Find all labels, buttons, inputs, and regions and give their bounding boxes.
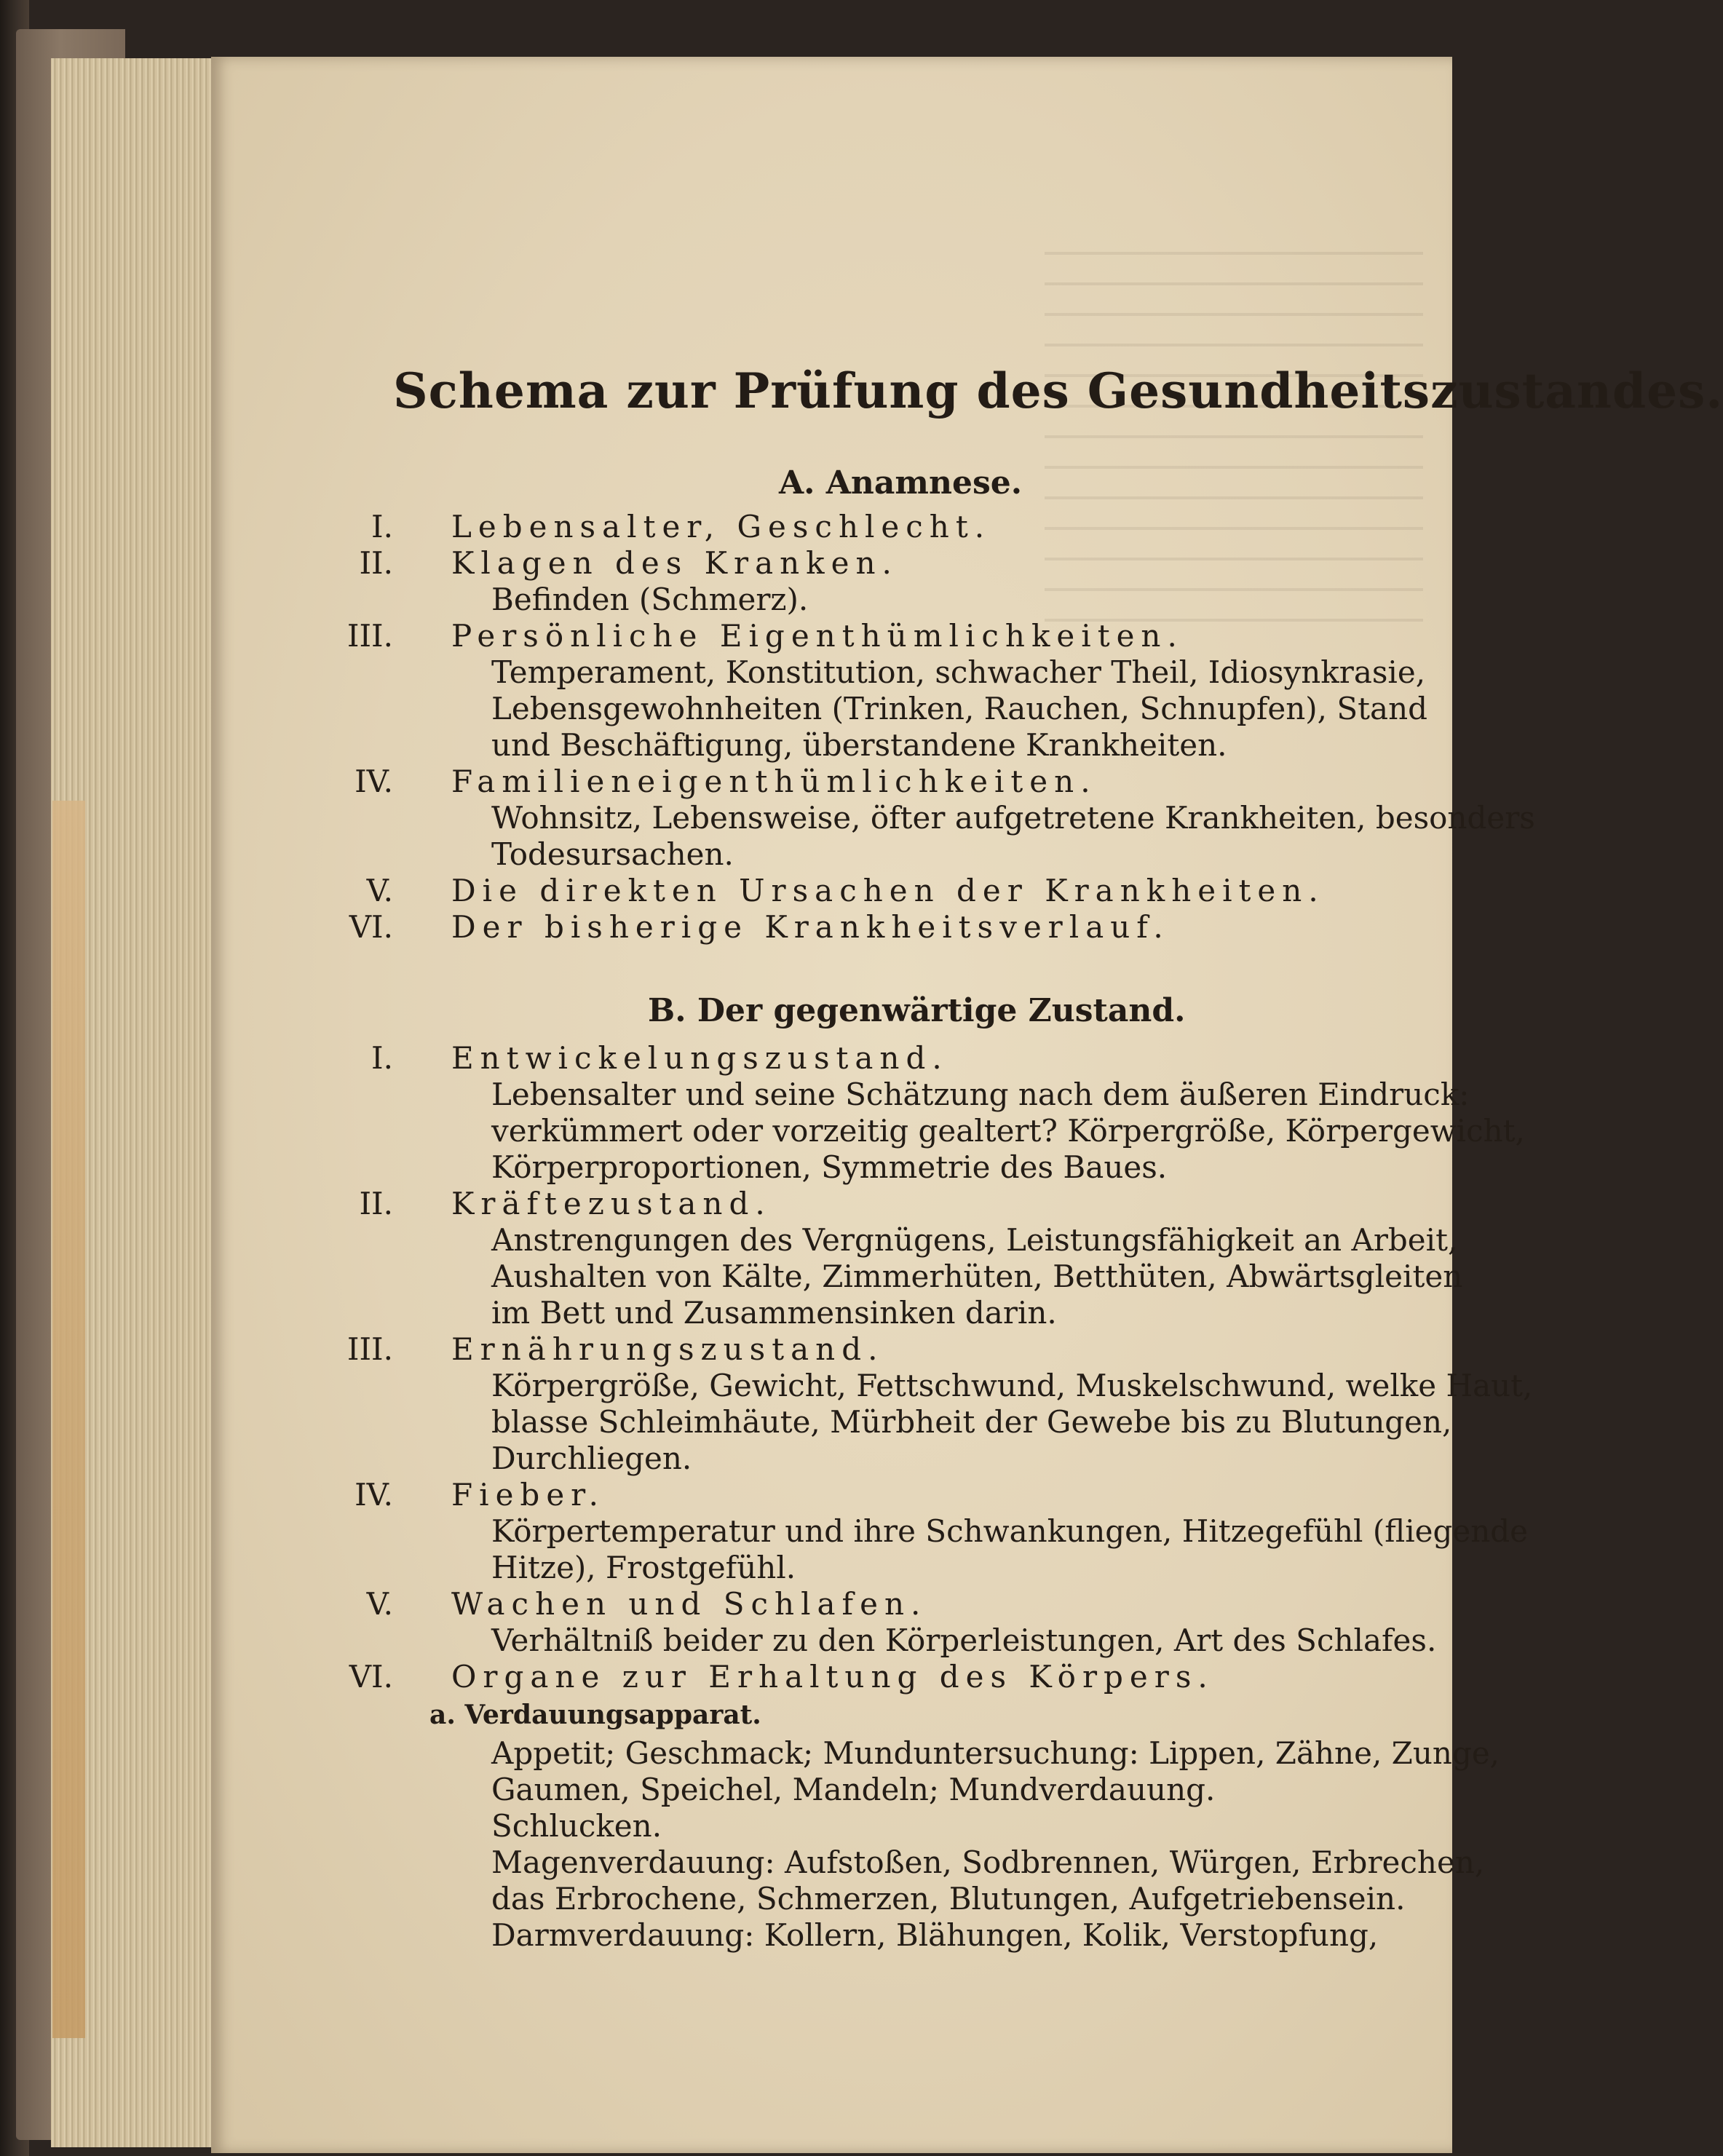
section-a-heading: A. Anamnese. (779, 464, 1023, 502)
page-title: Schema zur Prüfung des Gesundheitszustandes. (393, 362, 1723, 419)
item-body-line: verkümmert oder vorzeitig gealtert? Körpergröße, Körpergewicht, (491, 1113, 1525, 1149)
item-heading: Lebensalter, Geschlecht. (451, 509, 991, 544)
item-number: III. (346, 1331, 393, 1367)
item-number: II. (359, 1186, 393, 1221)
torn-page-strip (52, 801, 85, 2038)
item-body-line: Körpergröße, Gewicht, Fettschwund, Muskelschwund, welke Haut, (491, 1368, 1533, 1403)
item-number: IV. (354, 764, 393, 799)
item-number: VI. (349, 909, 393, 945)
subsection-line: Appetit; Geschmack; Munduntersuchung: Lippen, Zähne, Zunge, (491, 1735, 1500, 1771)
item-heading: Fieber. (451, 1477, 605, 1513)
subsection-line: das Erbrochene, Schmerzen, Blutungen, Aufgetriebensein. (491, 1881, 1406, 1917)
item-number: II. (359, 545, 393, 581)
item-body-line: Durchliegen. (491, 1440, 692, 1476)
item-body-line: Wohnsitz, Lebensweise, öfter aufgetretene Krankheiten, besonders (491, 800, 1535, 836)
section-b-heading: B. Der gegenwärtige Zustand. (648, 992, 1186, 1029)
item-number: IV. (354, 1477, 393, 1513)
item-body-line: Temperament, Konstitution, schwacher Theil, Idiosynkrasie, (491, 654, 1426, 690)
item-heading: Familieneigenthümlichkeiten. (451, 764, 1097, 799)
item-body-line: Todesursachen. (491, 836, 734, 872)
item-number: III. (346, 618, 393, 654)
item-heading: Persönliche Eigenthümlichkeiten. (451, 618, 1184, 654)
item-body-line: Lebensgewohnheiten (Trinken, Rauchen, Schnupfen), Stand (491, 691, 1428, 726)
item-heading: Organe zur Erhaltung des Körpers. (451, 1659, 1214, 1695)
item-heading: Der bisherige Krankheitsverlauf. (451, 909, 1170, 945)
item-body-line: Körpertemperatur und ihre Schwankungen, Hitzegefühl (fliegende (491, 1513, 1529, 1549)
item-body-line: im Bett und Zusammensinken darin. (491, 1295, 1057, 1331)
book-page (211, 57, 1723, 2153)
item-heading: Die direkten Ursachen der Krankheiten. (451, 873, 1325, 908)
item-body-line: Anstrengungen des Vergnügens, Leistungsfähigkeit an Arbeit, (491, 1222, 1458, 1258)
item-body-line: Aushalten von Kälte, Zimmerhüten, Betthüten, Abwärtsgleiten (491, 1259, 1463, 1294)
item-number: VI. (349, 1659, 393, 1695)
item-heading: Klagen des Kranken. (451, 545, 898, 581)
subsection-line: Gaumen, Speichel, Mandeln; Mundverdauung. (491, 1772, 1216, 1807)
item-heading: Entwickelungszustand. (451, 1040, 948, 1076)
item-heading: Kräftezustand. (451, 1186, 772, 1221)
item-body-line: Körperproportionen, Symmetrie des Baues. (491, 1149, 1168, 1185)
item-body-line: Hitze), Frostgefühl. (491, 1550, 796, 1585)
subsection-line: Magenverdauung: Aufstoßen, Sodbrennen, Würgen, Erbrechen, (491, 1844, 1485, 1880)
subsection-line: Schlucken. (491, 1808, 662, 1844)
item-number: V. (366, 1586, 393, 1622)
bleed-through-text (1045, 224, 1423, 632)
item-body-line: Befinden (Schmerz). (491, 582, 809, 617)
item-number: V. (366, 873, 393, 908)
subsection-heading: a. Verdauungsapparat. (429, 1700, 761, 1730)
item-heading: Ernährungszustand. (451, 1331, 884, 1367)
item-body-line: Verhältniß beider zu den Körperleistungen, Art des Schlafes. (491, 1622, 1437, 1658)
item-body-line: blasse Schleimhäute, Mürbheit der Gewebe bis zu Blutungen, (491, 1404, 1452, 1440)
item-body-line: Lebensalter und seine Schätzung nach dem äußeren Eindruck: (491, 1077, 1470, 1112)
item-number: I. (371, 1040, 393, 1076)
item-number: I. (371, 509, 393, 544)
item-body-line: und Beschäftigung, überstandene Krankheiten. (491, 727, 1227, 763)
item-heading: Wachen und Schlafen. (451, 1586, 927, 1622)
subsection-line: Darmverdauung: Kollern, Blähungen, Kolik, Verstopfung, (491, 1917, 1379, 1953)
